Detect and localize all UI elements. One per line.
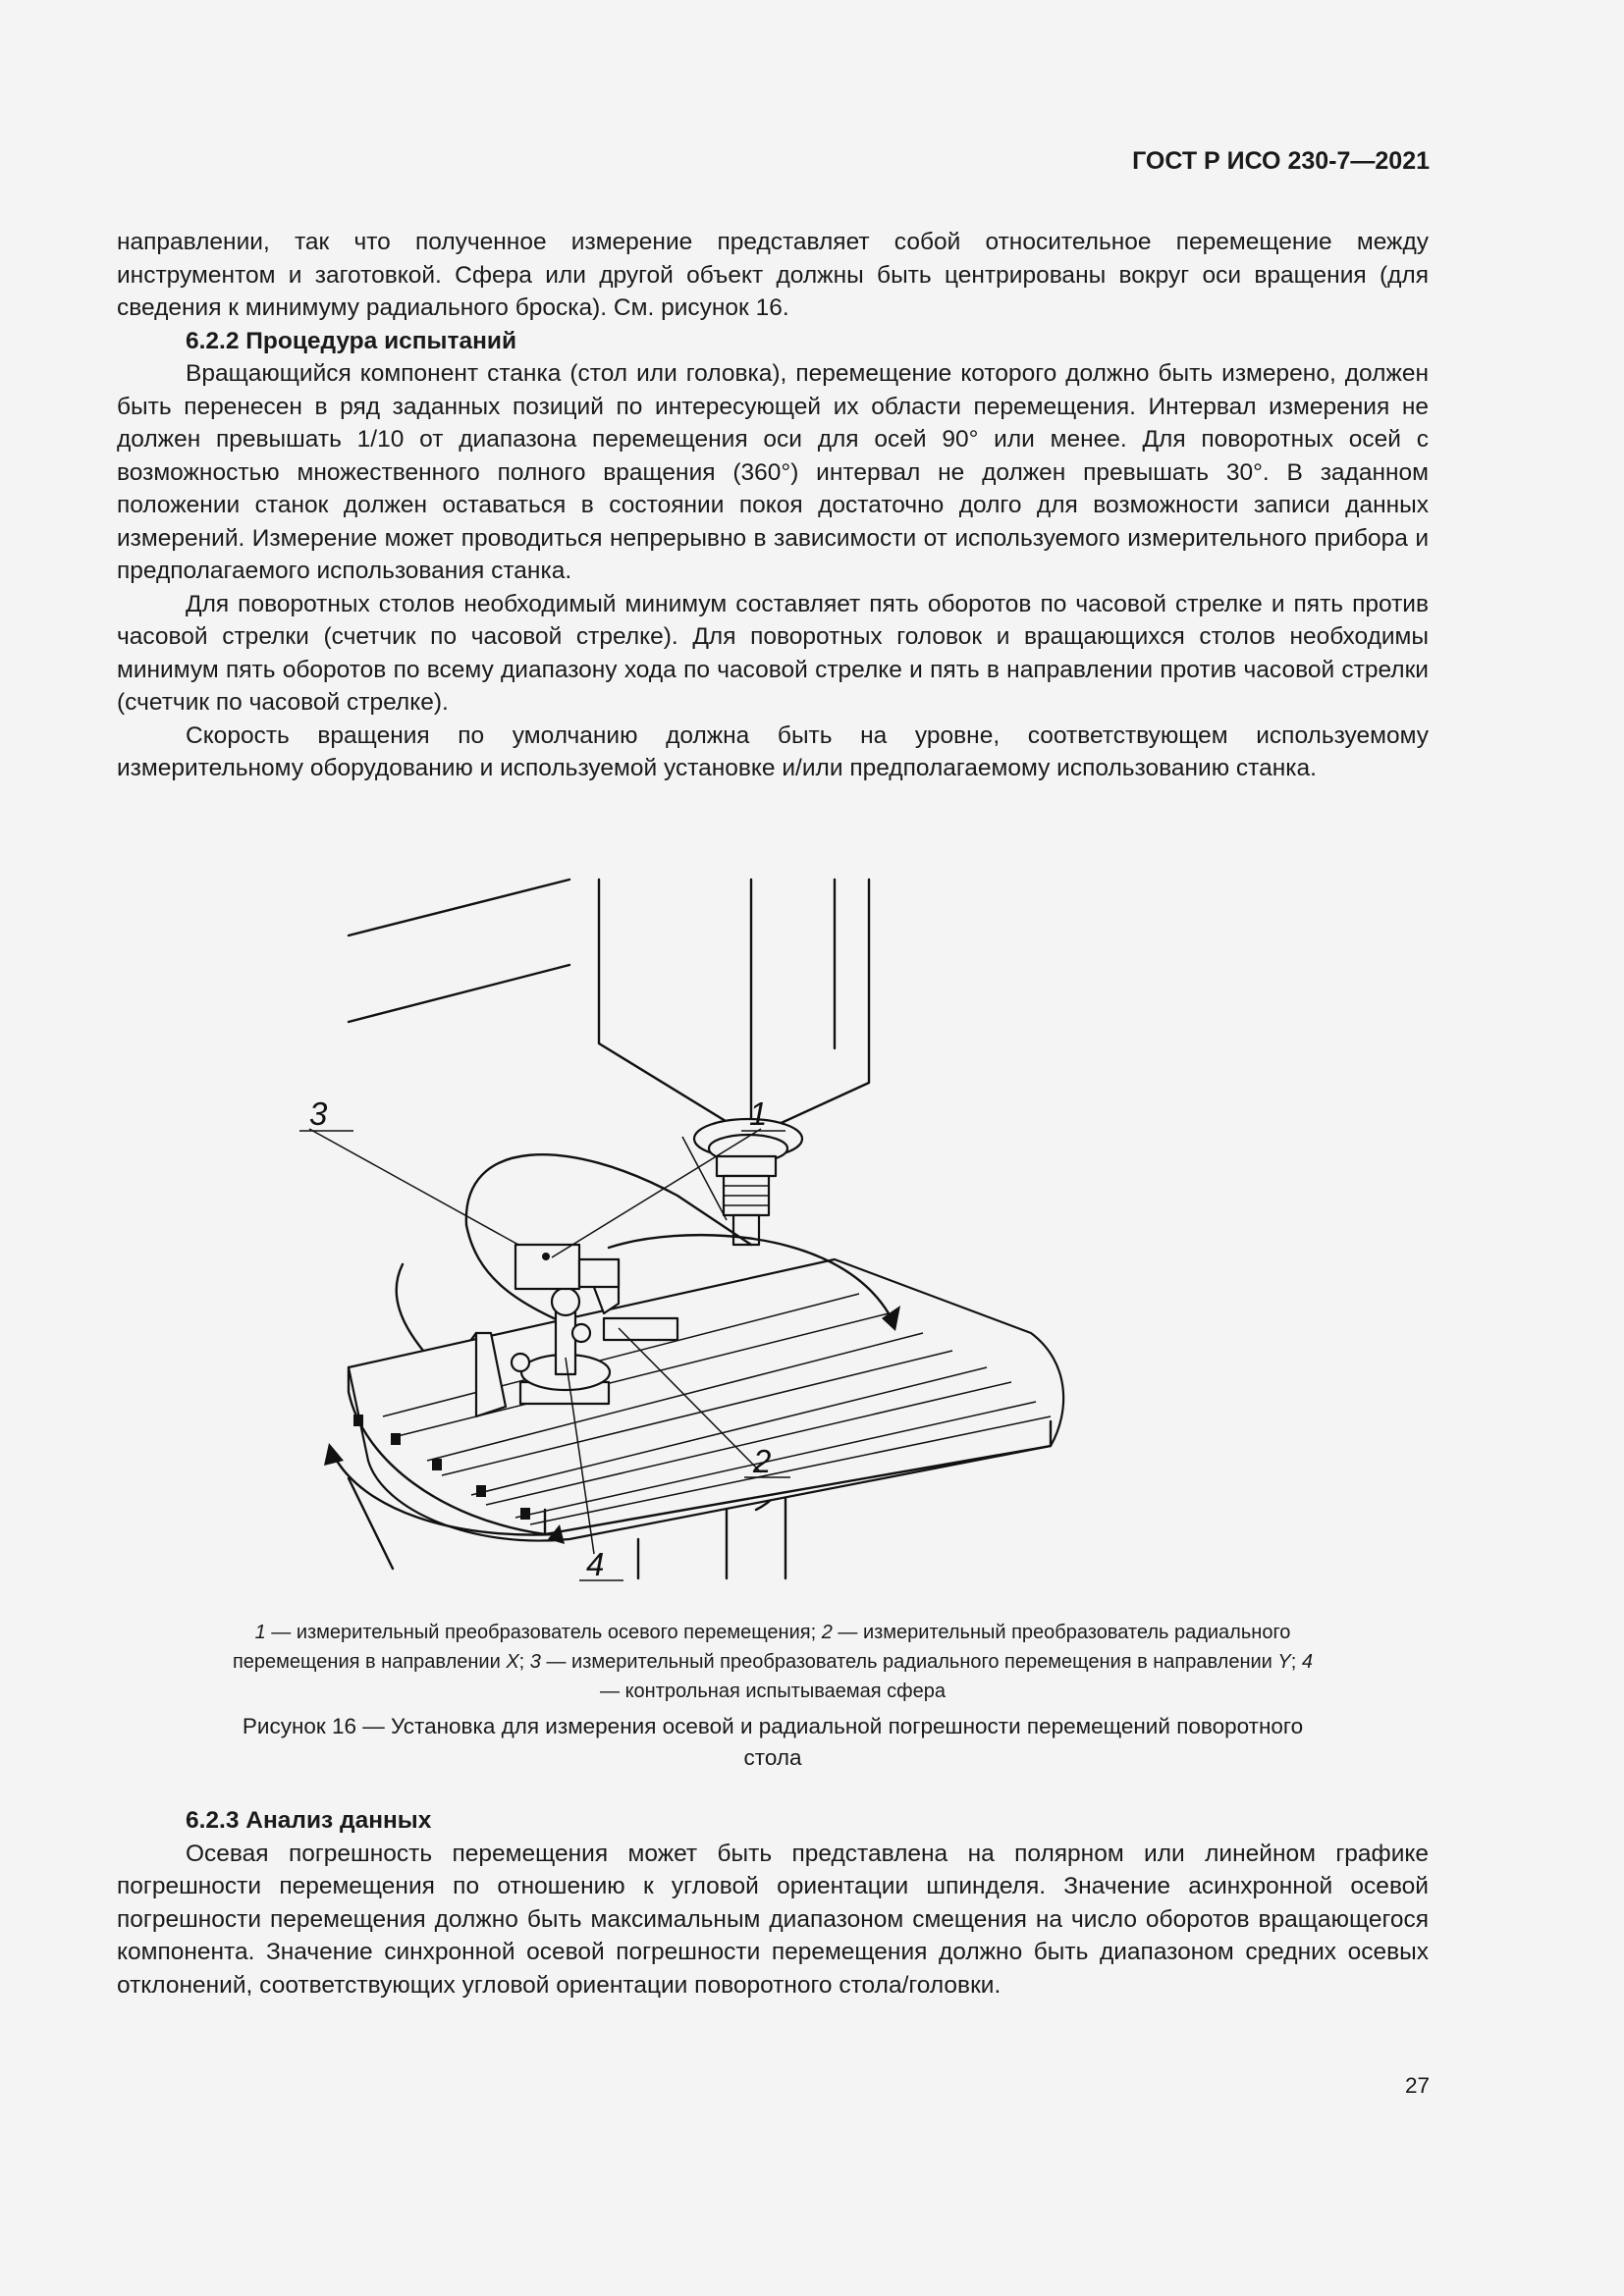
legend-axis-x: X [506,1651,519,1673]
legend-text-4: — контрольная испытываемая сфера [600,1681,946,1702]
rotary-table-diagram [309,872,1168,1588]
legend-text-3: — измерительный преобразователь радиального перемещения в направлении [540,1651,1278,1673]
figure-legend [226,1618,1320,1706]
legend-text-1: — измерительный преобразователь осевого перемещения; [265,1622,822,1643]
paragraph-speed: Скорость вращения по умолчанию должна быть на уровне, соответствующем используемому измерительному оборудованию и используемой установке и/или предполагаемому использованию станка. [117,721,1429,781]
legend-num-2: 2 [821,1622,833,1643]
paragraph-analysis: Осевая погрешность перемещения может быть представлена на полярном или линейном графике погрешности перемещения по отношению к угловой ориентации шпинделя. Значение асинхронной осевой погрешности перемещения должно быть максимальным диапазоном смещения на число оборотов вращающегося компонента. Значение синхронной осевой погрешности перемещения должно быть диапазоном средних осевых отклонений, соответствующих угловой ориентации поворотного стола/головки. [117,1840,1429,1999]
figure-label-3: 3 [309,1095,328,1132]
legend-text-2: — измерительный преобразователь радиального перемещения в направлении [232,1622,1291,1673]
legend-num-3: 3 [529,1651,541,1673]
figure-caption: Рисунок 16 — Установка для измерения осевой и радиальной погрешности перемещений поворотного стола [242,1714,1304,1770]
paragraph-rotations: Для поворотных столов необходимый минимум составляет пять оборотов по часовой стрелке и пять против часовой стрелки (счетчик по часовой стрелке). Для поворотных головок и вращающихся столов необходимы минимум пять оборотов по всему диапазону хода по часовой стрелке и пять в направлении против часовой стрелки (счетчик по часовой стрелке). [117,590,1429,716]
document-header: ГОСТ Р ИСО 230-7—2021 [1132,147,1430,175]
body-text [117,226,1429,785]
figure-label-1: 1 [749,1095,768,1132]
figure-label-4: 4 [586,1546,605,1582]
legend-num-4: 4 [1301,1651,1314,1673]
legend-sep-1: ; [518,1651,530,1673]
paragraph-procedure: Вращающийся компонент станка (стол или головка), перемещение которого должно быть измерено, должен быть перенесен в ряд заданных позиций по интересующей их области перемещения. Интервал измерения не должен превышать 1/10 от диапазона перемещения оси для осей 90° или менее. Для поворотных осей с возможностью множественного полного вращения (360°) интервал не должен превышать 30°. В заданном положении станок должен оставаться в состоянии покоя достаточно долго для возможности записи данных измерений. Измерение может проводиться непрерывно в зависимости от используемого измерительного прибора и предполагаемого использования станка. [117,360,1429,584]
section-heading-6-2-3: 6.2.3 Анализ данных [186,1807,432,1834]
page-number: 27 [1404,2073,1430,2098]
figure-16-illustration [309,872,1168,1588]
legend-sep-2: ; [1290,1651,1302,1673]
section-heading-6-2-2: 6.2.2 Процедура испытаний [186,327,517,354]
section-data-analysis [117,1804,1429,2002]
legend-num-1: 1 [254,1622,266,1643]
paragraph-intro: направлении, так что полученное измерение представляет собой относительное перемещение между инструментом и заготовкой. Сфера или другой объект должны быть центрированы вокруг оси вращения (для сведения к минимуму радиального броска). См. рисунок 16. [117,229,1429,321]
figure-label-2: 2 [753,1443,772,1479]
legend-axis-y: Y [1277,1651,1291,1673]
